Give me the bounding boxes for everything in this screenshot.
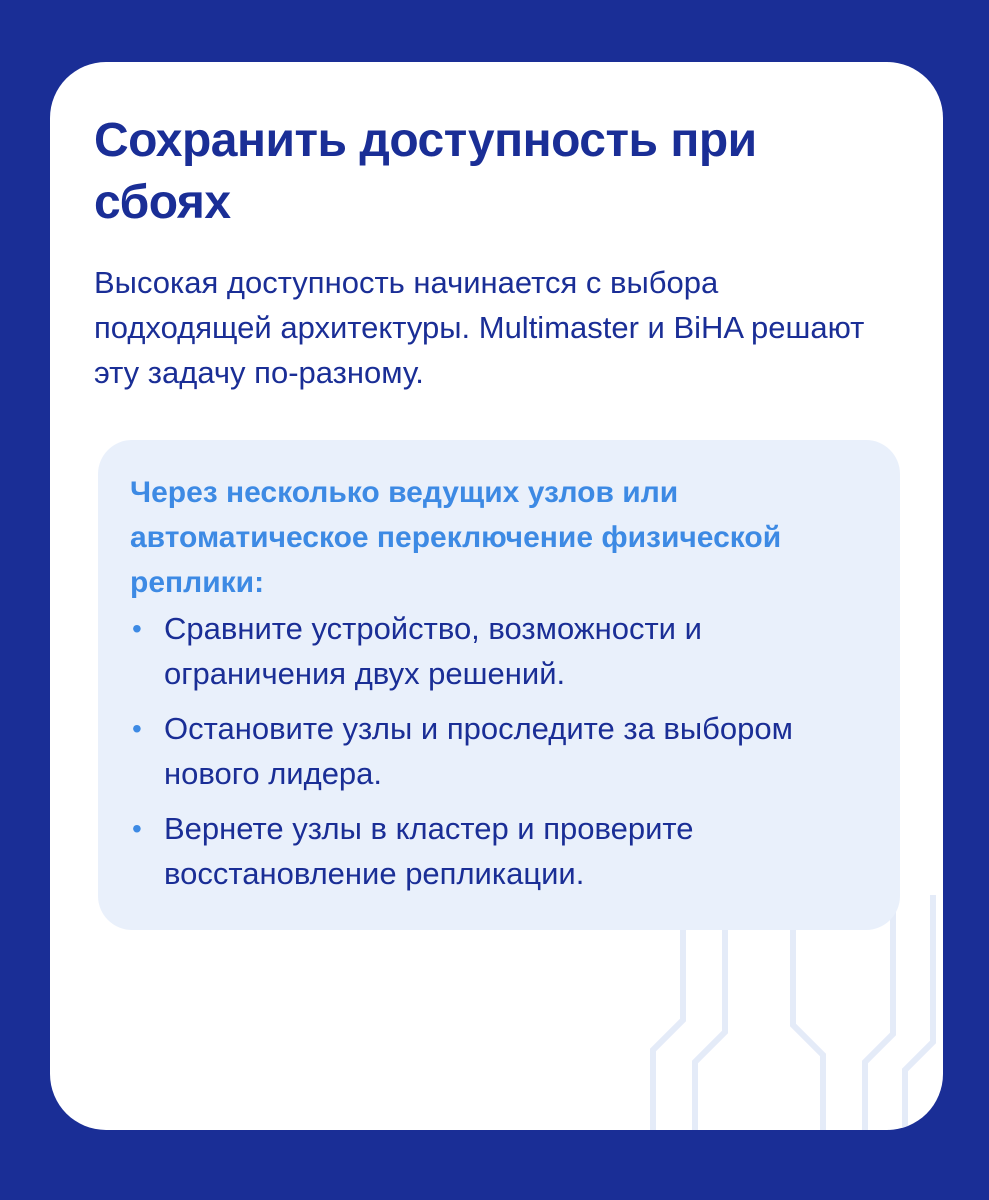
bullet-icon: •: [132, 813, 142, 844]
content-card: [50, 62, 943, 1130]
bullet-icon: •: [132, 713, 142, 744]
page-title: Сохранить доступность при сбоях: [94, 114, 757, 229]
info-panel: [98, 440, 900, 930]
panel-heading: Через несколько ведущих узлов или автоматическое переключение физической реплики:: [130, 476, 782, 599]
list-item-text: Сравните устройство, возможности и ограничения двух решений.: [164, 611, 702, 691]
list-item-text: Вернете узлы в кластер и проверите восстановление репликации.: [164, 811, 694, 891]
list-item: [130, 806, 870, 896]
list-item-text: Остановите узлы и проследите за выбором нового лидера.: [164, 711, 793, 791]
lead-paragraph: Высокая доступность начинается с выбора подходящей архитектуры. Multimaster и BiHA решают эту задачу по-разному.: [94, 265, 865, 390]
list-item: [130, 706, 870, 796]
task-list: [130, 606, 870, 906]
bullet-icon: •: [132, 613, 142, 644]
list-item: [130, 606, 870, 696]
